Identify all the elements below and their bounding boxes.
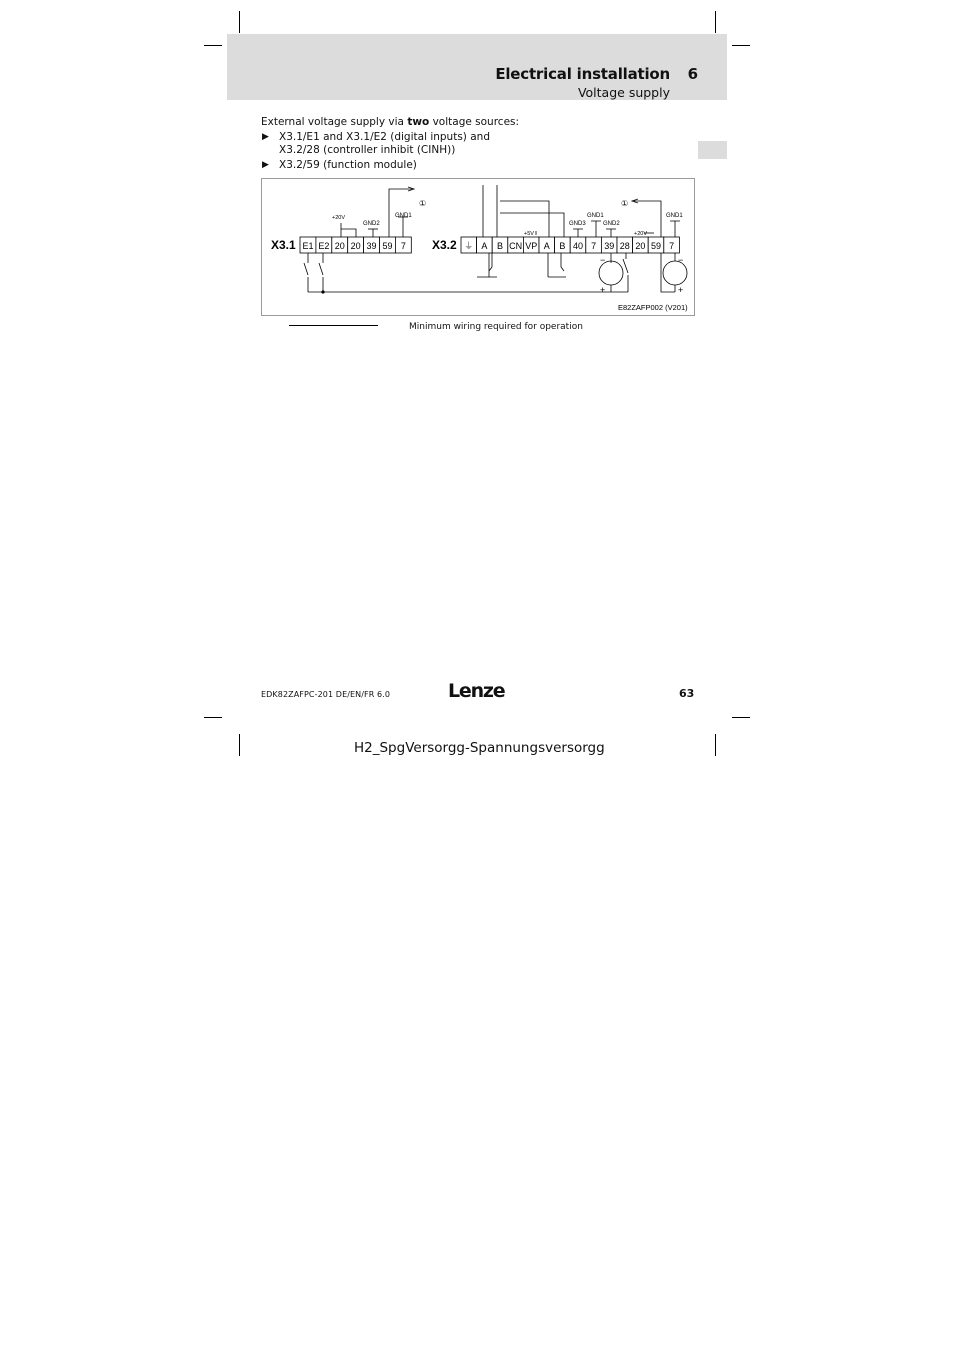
switch <box>304 253 308 292</box>
switch <box>319 253 323 292</box>
figure-id: E82ZAFP002 (V201) <box>618 303 688 312</box>
bullet-arrow-icon: ▶ <box>262 132 269 142</box>
meter-minus-label: − <box>600 255 606 265</box>
terminal-top-label: +5V <box>524 231 534 237</box>
wire <box>548 253 566 277</box>
terminal-block-x32 <box>461 237 679 253</box>
terminal-block-label: X3.1 <box>271 238 296 252</box>
terminal-label: B <box>559 241 566 251</box>
terminal-block-x31 <box>300 237 411 253</box>
caption-rule <box>289 325 378 326</box>
ground-symbol <box>606 229 616 237</box>
terminal-top-label: GND3 <box>569 221 586 227</box>
crop-mark <box>732 717 750 718</box>
footer-doc-code: EDK82ZAFPC-201 DE/EN/FR 6.0 <box>261 690 391 699</box>
terminal-top-label: GND1 <box>395 213 412 219</box>
terminal-top-label: +20V <box>332 215 345 221</box>
terminal-top-label: GND2 <box>603 221 620 227</box>
crop-mark <box>204 717 222 718</box>
bullet-text: X3.2/28 (controller inhibit (CINH)) <box>279 144 456 156</box>
ground-symbol <box>670 221 680 237</box>
meter-icon <box>663 261 687 285</box>
terminal-top-label: GND1 <box>587 213 604 219</box>
meter-plus-label: + <box>600 285 606 295</box>
cable <box>483 185 497 237</box>
wire <box>489 253 492 271</box>
terminal-top-label: +20V <box>634 231 647 237</box>
terminal-label: A <box>481 241 488 251</box>
wire <box>477 253 497 277</box>
meter-minus-label: − <box>678 255 684 265</box>
terminal-label: A <box>543 241 550 251</box>
terminal-label: B <box>496 241 504 251</box>
terminal-label: 59 <box>650 241 662 251</box>
terminal-label: 59 <box>382 241 393 251</box>
crop-mark <box>239 11 240 33</box>
terminal-label: 28 <box>619 241 630 251</box>
terminal-label: E1 <box>302 241 314 251</box>
ground-symbol <box>591 221 601 237</box>
arrow-marker: ① <box>621 199 629 208</box>
terminal-label: CN <box>509 241 523 251</box>
terminal-label: VP <box>525 241 538 251</box>
junction-dot <box>322 291 324 293</box>
switch <box>623 253 628 292</box>
terminal-label: 7 <box>669 241 675 251</box>
intro-text <box>261 116 519 128</box>
ground-symbol <box>573 229 583 237</box>
chapter-number: 6 <box>687 65 698 83</box>
bullet-text: X3.2/59 (function module) <box>279 159 417 171</box>
terminal-label: 39 <box>604 241 615 251</box>
header-band <box>227 34 727 100</box>
terminal-label: 7 <box>591 241 597 251</box>
crop-mark <box>239 734 240 756</box>
terminal-label: 40 <box>572 241 584 251</box>
wiring-diagram-svg <box>262 179 694 315</box>
wire <box>561 253 564 271</box>
figure-caption: Minimum wiring required for operation <box>409 322 583 332</box>
intro-bold: two <box>407 116 430 128</box>
terminal-label: 39 <box>366 241 377 251</box>
section-reference-label: H2_SpgVersorgg-Spannungsversorgg <box>354 740 605 756</box>
wiring-diagram <box>261 178 695 316</box>
bullet-arrow-icon: ▶ <box>262 160 269 170</box>
crop-mark <box>715 11 716 33</box>
terminal-label: ⏚ <box>464 241 474 251</box>
bullet-text: X3.1/E1 and X3.1/E2 (digital inputs) and <box>279 131 490 143</box>
terminal-label: 7 <box>400 241 406 251</box>
terminal-block-label: X3.2 <box>432 238 457 252</box>
wire <box>341 223 356 237</box>
terminal-top-label: GND2 <box>363 221 380 227</box>
crop-mark <box>204 45 222 46</box>
terminal-label: 20 <box>334 241 345 251</box>
lenze-logo: Lenze <box>448 680 505 702</box>
side-tab <box>698 141 727 159</box>
terminal-top-label: GND1 <box>666 213 683 219</box>
arrow-marker: ① <box>419 199 427 208</box>
terminal-label: 20 <box>350 241 361 251</box>
page-number: 63 <box>679 687 695 700</box>
chapter-title: Electrical installation <box>495 65 670 83</box>
crop-mark <box>732 45 750 46</box>
meter-plus-label: + <box>678 285 684 295</box>
crop-mark <box>715 734 716 756</box>
terminal-label: 20 <box>635 241 646 251</box>
intro-suffix: voltage sources: <box>429 116 520 128</box>
section-subtitle: Voltage supply <box>577 85 670 100</box>
terminal-label: E2 <box>318 241 330 251</box>
intro-prefix: External voltage supply via <box>261 116 408 128</box>
